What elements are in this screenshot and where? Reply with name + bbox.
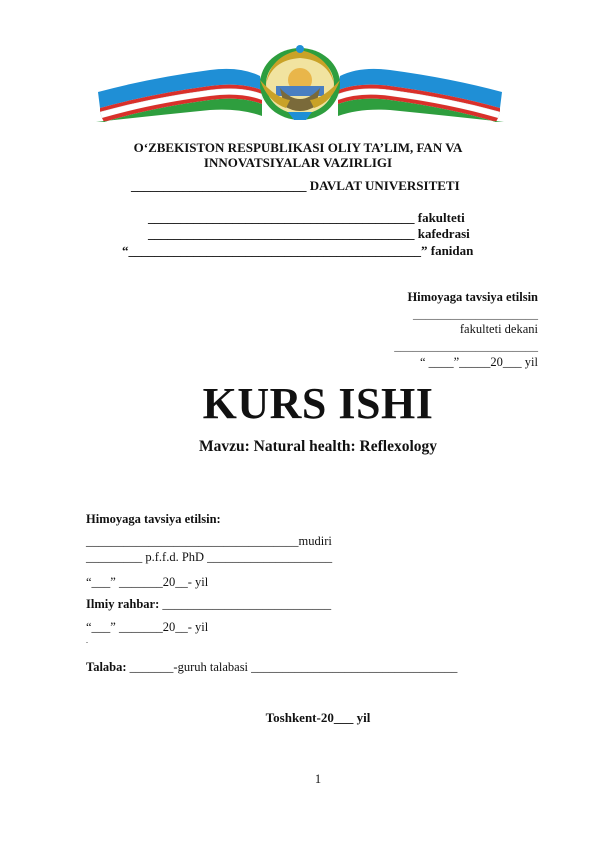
approval-date: “ ____”_____20___ yil [419,355,538,369]
advisor-blank-line: ___________________________ [159,597,332,611]
subject-line: “_____________________________________________” fanidan [122,243,474,258]
dean-blank-line: _______________________ [394,339,538,353]
university-line: ___________________________ DAVLAT UNIVERSITETI [131,178,460,193]
stray-dot: . [86,636,88,645]
right-flag [338,69,504,122]
head-of-department-line: __________________________________mudiri [86,534,332,548]
date-line-1: “___” _______20__- yil [86,575,209,589]
page-number: 1 [314,772,322,786]
document-title: KURS ISHI [202,379,434,428]
phd-line: _________ p.f.f.d. PhD ____________________ [86,550,333,564]
advisor-label: Ilmiy rahbar: [86,597,160,611]
advisor-row [86,597,331,612]
left-flag [96,69,262,122]
state-emblem-icon [90,40,510,122]
approval-title: Himoyaga tavsiya etilsin [407,290,538,304]
student-label: Talaba: [86,660,127,674]
faculty-line: _________________________________________ fakulteti [148,210,465,225]
department-line: _________________________________________ kafedrasi [148,226,470,241]
approval-blank-line: ____________________ [413,307,538,321]
student-row [86,660,457,675]
ministry-line-2: INNOVATSIYALAR VAZIRLIGI [203,155,393,170]
ministry-line-1: O‘ZBEKISTON RESPUBLIKASI OLIY TA’LIM, FAN VA [133,140,463,155]
coat-of-arms [260,45,340,120]
date-line-2: “___” _______20__- yil [86,620,209,634]
topic-line: Mavzu: Natural health: Reflexology [198,438,438,455]
approval-bottom-title: Himoyaga tavsiya etilsin: [86,512,221,526]
dean-label: fakulteti dekani [459,322,538,336]
student-blank-line: _______-guruh talabasi _________________________________ [126,660,458,674]
city-year: Toshkent-20___ yil [265,710,371,725]
